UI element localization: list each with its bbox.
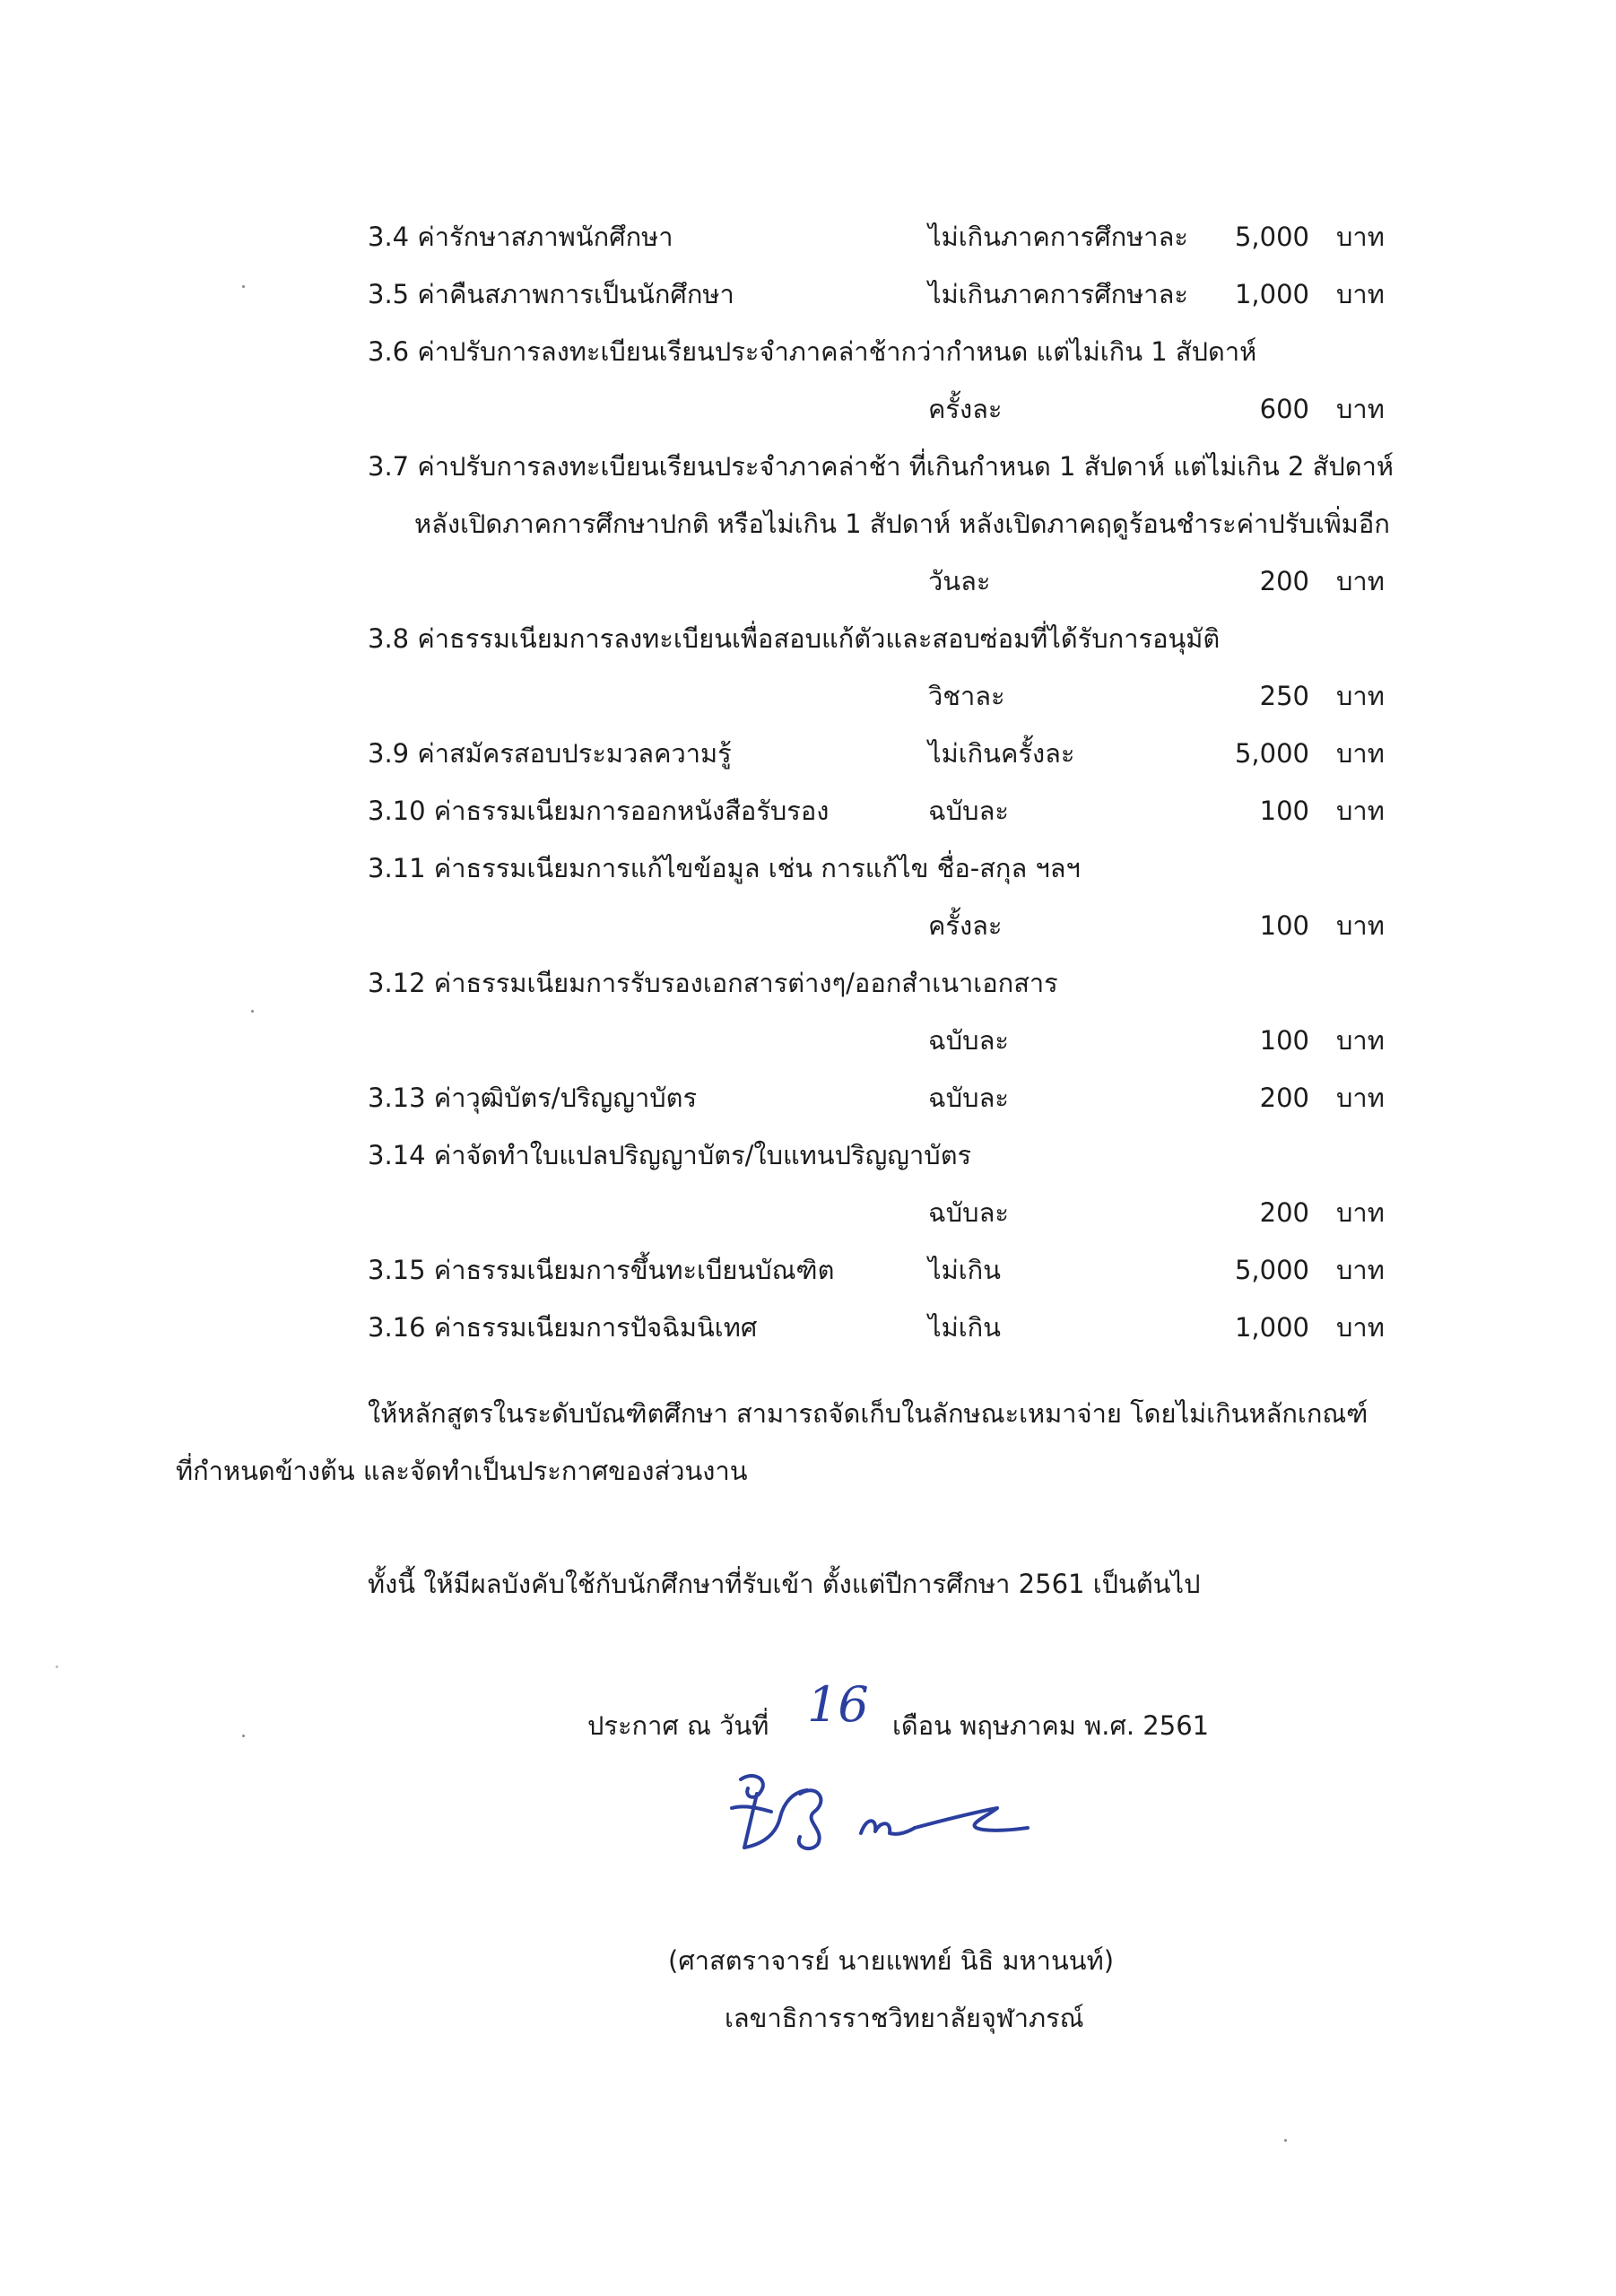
- item-unit: บาท: [1336, 1197, 1385, 1228]
- item-amount: 100: [1259, 910, 1309, 941]
- item-unit: บาท: [1336, 1083, 1385, 1113]
- item-label: 3.9 ค่าสมัครสอบประมวลความรู้: [368, 738, 732, 769]
- item-unit: บาท: [1336, 796, 1385, 826]
- item-label: 3.14 ค่าจัดทำใบแปลปริญญาบัตร/ใบแทนปริญญาบัตร: [368, 1140, 972, 1170]
- item-amount: 1,000: [1234, 1312, 1309, 1343]
- item-amount: 5,000: [1234, 222, 1309, 252]
- item-unit: บาท: [1336, 222, 1385, 252]
- item-unit: บาท: [1336, 1312, 1385, 1343]
- paragraph-line: ให้หลักสูตรในระดับบัณฑิตศึกษา สามารถจัดเก็บในลักษณะเหมาจ่าย โดยไม่เกินหลักเกณฑ์: [368, 1398, 1368, 1429]
- item-unit: บาท: [1336, 566, 1385, 596]
- announcement-suffix: เดือน พฤษภาคม พ.ศ. 2561: [892, 1710, 1210, 1741]
- item-desc: วันละ: [928, 566, 991, 596]
- item-amount: 5,000: [1234, 1255, 1309, 1285]
- item-amount: 200: [1259, 1083, 1309, 1113]
- item-desc: ไม่เกินภาคการศึกษาละ: [928, 222, 1188, 252]
- item-label: 3.16 ค่าธรรมเนียมการปัจฉิมนิเทศ: [368, 1312, 758, 1343]
- item-desc: ครั้งละ: [928, 910, 1003, 941]
- item-unit: บาท: [1336, 279, 1385, 309]
- item-desc: ครั้งละ: [928, 394, 1003, 424]
- announcement-prefix: ประกาศ ณ วันที่: [587, 1710, 769, 1741]
- item-desc: ฉบับละ: [928, 1025, 1009, 1056]
- item-unit: บาท: [1336, 681, 1385, 711]
- item-desc: ฉบับละ: [928, 1197, 1009, 1228]
- item-unit: บาท: [1336, 910, 1385, 941]
- item-label-continued: หลังเปิดภาคการศึกษาปกติ หรือไม่เกิน 1 สัปดาห์ หลังเปิดภาคฤดูร้อนชำระค่าปรับเพิ่มอีก: [414, 509, 1390, 539]
- scan-speck: [251, 1010, 254, 1013]
- item-unit: บาท: [1336, 1255, 1385, 1285]
- scan-speck: [56, 1665, 58, 1668]
- item-desc: ฉบับละ: [928, 1083, 1009, 1113]
- item-label: 3.12 ค่าธรรมเนียมการรับรองเอกสารต่างๆ/ออกสำเนาเอกสาร: [368, 968, 1058, 998]
- scan-speck: [242, 285, 245, 288]
- item-unit: บาท: [1336, 1025, 1385, 1056]
- item-desc: วิชาละ: [928, 681, 1005, 711]
- item-label: 3.15 ค่าธรรมเนียมการขึ้นทะเบียนบัณฑิต: [368, 1255, 835, 1285]
- item-amount: 600: [1259, 394, 1309, 424]
- item-label: 3.4 ค่ารักษาสภาพนักศึกษา: [368, 222, 673, 252]
- signature-image: [717, 1758, 1040, 1866]
- scan-speck: [242, 1735, 245, 1737]
- effective-statement: ทั้งนี้ ให้มีผลบังคับใช้กับนักศึกษาที่รับเข้า ตั้งแต่ปีการศึกษา 2561 เป็นต้นไป: [368, 1569, 1201, 1599]
- item-amount: 5,000: [1234, 738, 1309, 769]
- item-amount: 200: [1259, 566, 1309, 596]
- item-label: 3.6 ค่าปรับการลงทะเบียนเรียนประจำภาคล่าช้ากว่ากำหนด แต่ไม่เกิน 1 สัปดาห์: [368, 336, 1257, 367]
- item-amount: 200: [1259, 1197, 1309, 1228]
- signer-title: เลขาธิการราชวิทยาลัยจุฬาภรณ์: [725, 2003, 1084, 2033]
- paragraph-line: ที่กำหนดข้างต้น และจัดทำเป็นประกาศของส่วนงาน: [176, 1456, 748, 1486]
- scan-speck: [1284, 2139, 1287, 2142]
- signer-name: (ศาสตราจารย์ นายแพทย์ นิธิ มหานนท์): [668, 1945, 1115, 1976]
- item-desc: ไม่เกิน: [928, 1255, 1001, 1285]
- item-label: 3.10 ค่าธรรมเนียมการออกหนังสือรับรอง: [368, 796, 830, 826]
- item-amount: 250: [1259, 681, 1309, 711]
- item-amount: 100: [1259, 796, 1309, 826]
- item-label: 3.8 ค่าธรรมเนียมการลงทะเบียนเพื่อสอบแก้ตัวและสอบซ่อมที่ได้รับการอนุมัติ: [368, 623, 1221, 654]
- item-amount: 1,000: [1234, 279, 1309, 309]
- item-unit: บาท: [1336, 738, 1385, 769]
- item-label: 3.13 ค่าวุฒิบัตร/ปริญญาบัตร: [368, 1083, 698, 1113]
- item-desc: ไม่เกิน: [928, 1312, 1001, 1343]
- item-amount: 100: [1259, 1025, 1309, 1056]
- item-label: 3.7 ค่าปรับการลงทะเบียนเรียนประจำภาคล่าช้า ที่เกินกำหนด 1 สัปดาห์ แต่ไม่เกิน 2 สัปดาห์: [368, 451, 1394, 482]
- announcement-day: 16: [807, 1676, 869, 1733]
- item-unit: บาท: [1336, 394, 1385, 424]
- item-label: 3.11 ค่าธรรมเนียมการแก้ไขข้อมูล เช่น การแก้ไข ชื่อ-สกุล ฯลฯ: [368, 853, 1081, 883]
- item-desc: ไม่เกินภาคการศึกษาละ: [928, 279, 1188, 309]
- item-desc: ฉบับละ: [928, 796, 1009, 826]
- item-desc: ไม่เกินครั้งละ: [928, 738, 1075, 769]
- item-label: 3.5 ค่าคืนสภาพการเป็นนักศึกษา: [368, 279, 734, 309]
